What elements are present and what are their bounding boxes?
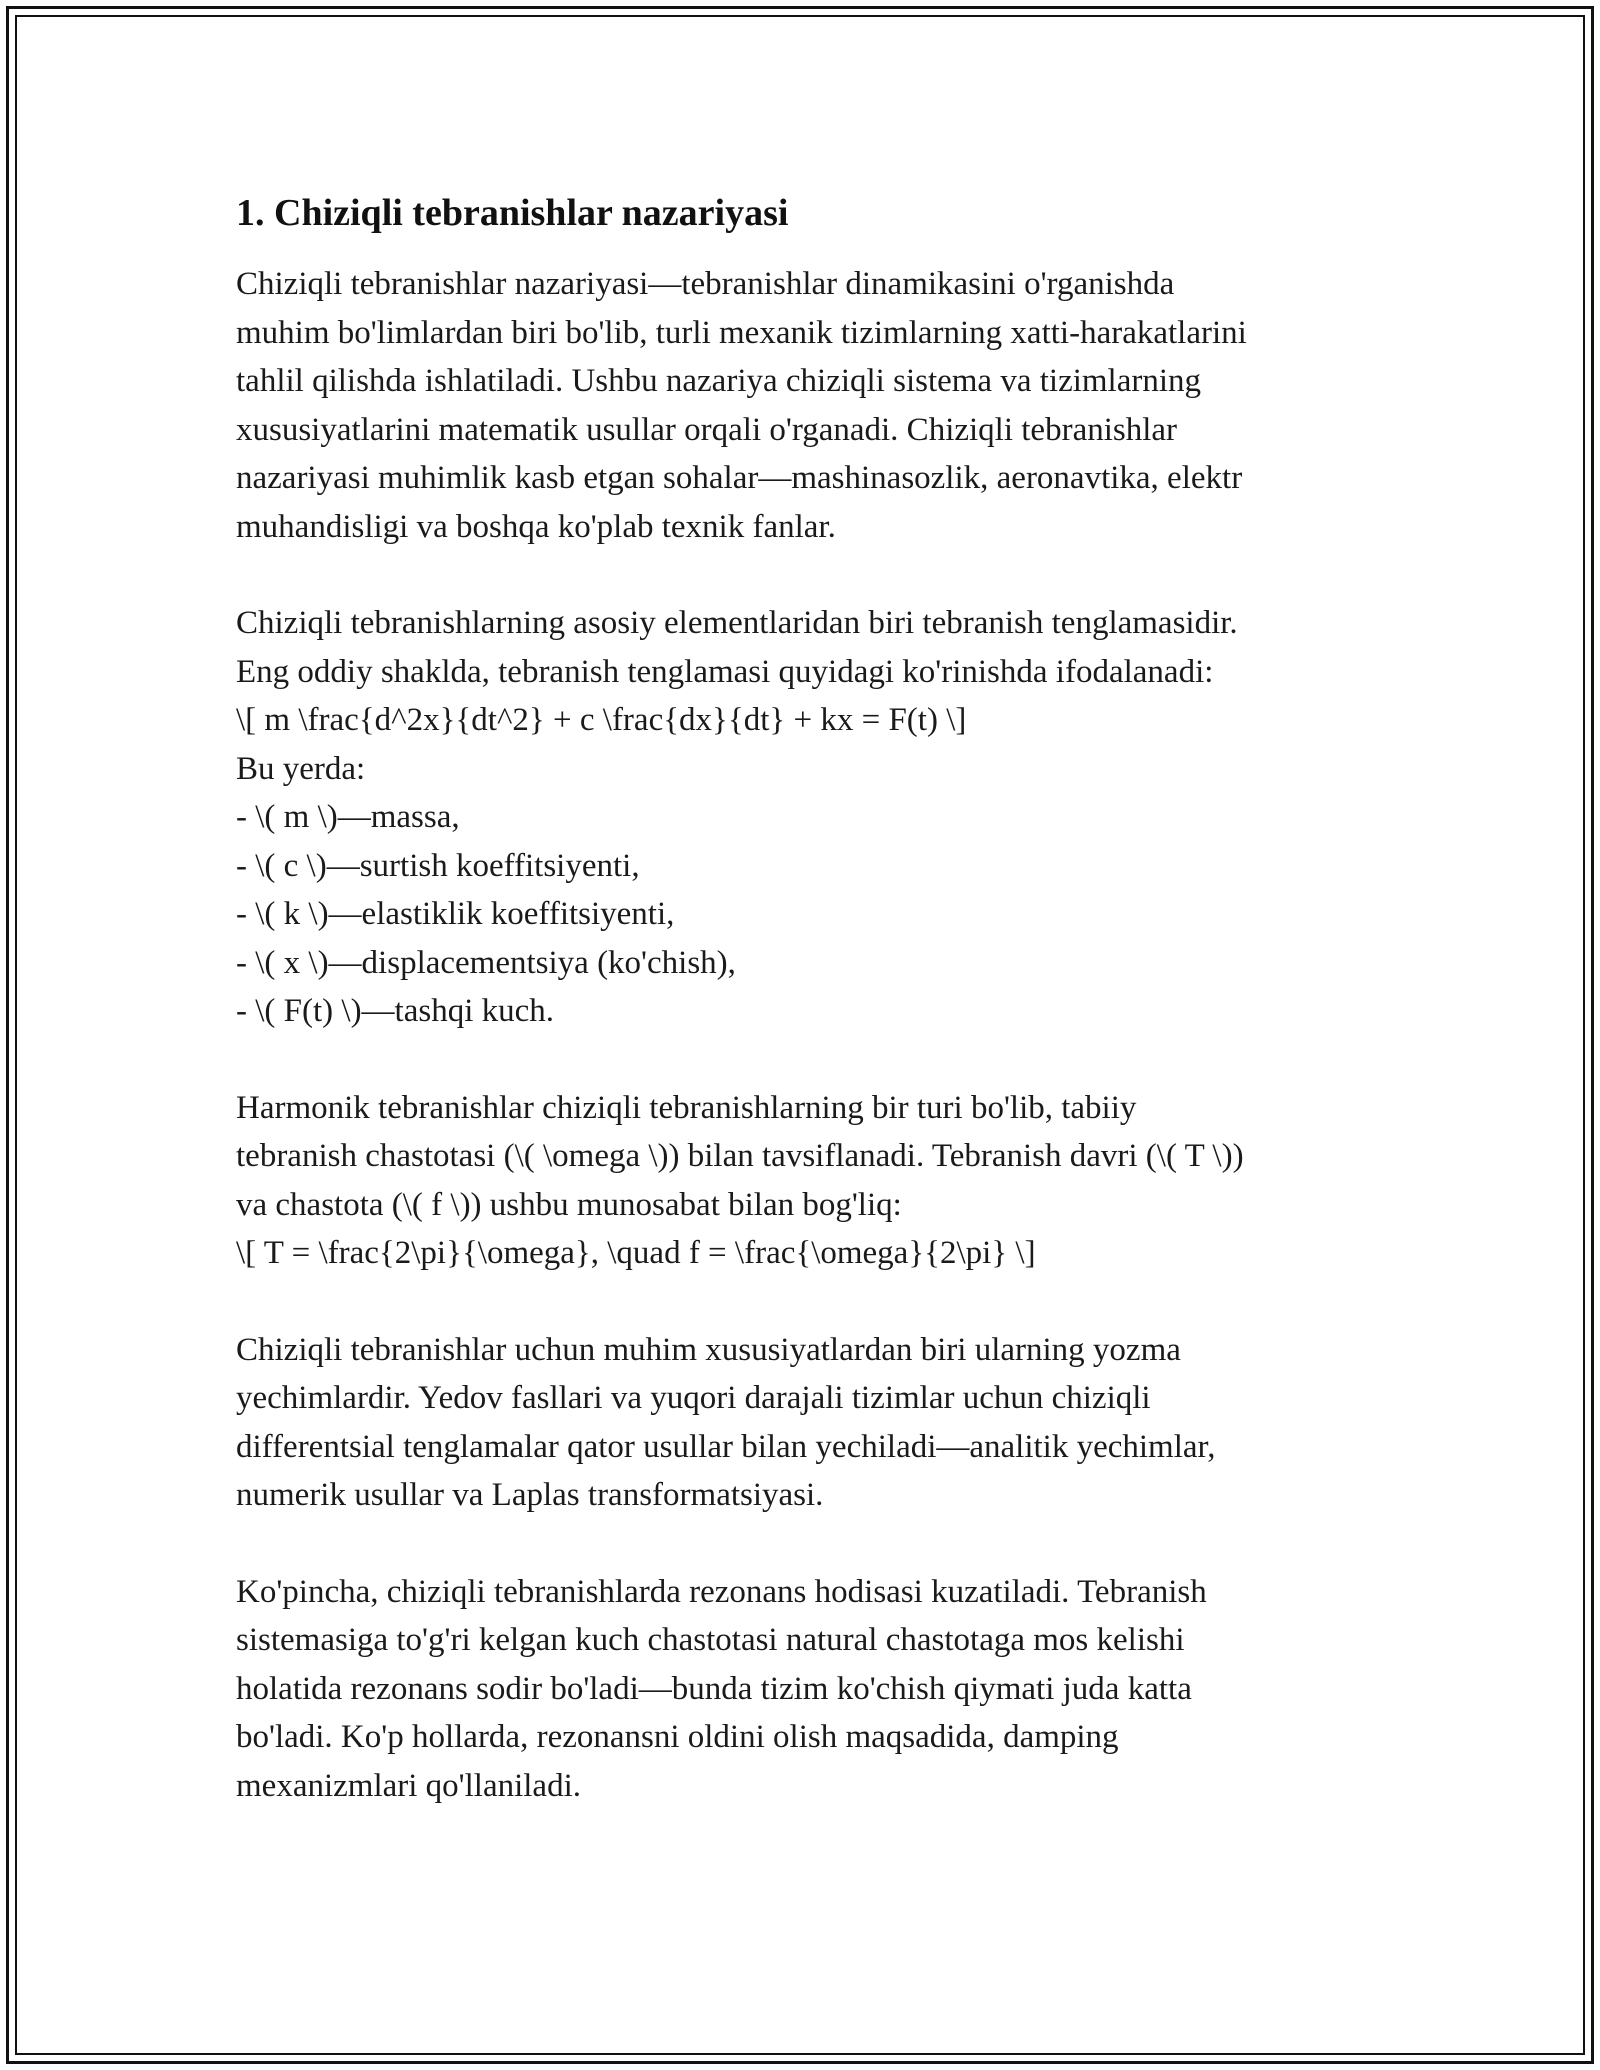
text-line: muhim bo'limlardan biri bo'lib, turli mexanik tizimlarning xatti-harakatlarini bbox=[236, 314, 1247, 351]
text-line: holatida rezonans sodir bo'ladi—bunda tizim ko'chish qiymati juda katta bbox=[236, 1670, 1192, 1707]
text-line: bo'ladi. Ko'p hollarda, rezonansni oldini olish maqsadida, damping bbox=[236, 1719, 1119, 1755]
text-line: sistemasiga to'g'ri kelgan kuch chastotasi natural chastotaga mos kelishi bbox=[236, 1622, 1185, 1658]
definition-list-item: - \( k \)—elastiklik koeffitsiyenti, bbox=[236, 896, 675, 932]
definition-list-item: - \( m \)—massa, bbox=[236, 799, 460, 835]
definition-list-item: - \( x \)—displacementsiya (ko'chish), bbox=[236, 944, 736, 981]
text-line: Bu yerda: bbox=[236, 750, 366, 787]
text-line: nazariyasi muhimlik kasb etgan sohalar—mashinasozlik, aeronavtika, elektr bbox=[236, 460, 1243, 496]
text-line: numerik usullar va Laplas transformatsiyasi. bbox=[236, 1477, 824, 1513]
text-line: xususiyatlarini matematik usullar orqali o'rganadi. Chiziqli tebranishlar bbox=[236, 411, 1178, 448]
paragraph-equation bbox=[236, 599, 1376, 1036]
text-line: Chiziqli tebranishlar nazariyasi—tebranishlar dinamikasini o'rganishda bbox=[236, 266, 1175, 302]
paragraph-intro bbox=[236, 260, 1376, 551]
text-line: muhandisligi va boshqa ko'plab texnik fanlar. bbox=[236, 508, 836, 545]
section-heading: 1. Chiziqli tebranishlar nazariyasi bbox=[236, 192, 789, 234]
definition-list-item: - \( F(t) \)—tashqi kuch. bbox=[236, 993, 555, 1029]
text-line: Chiziqli tebranishlar uchun muhim xususiyatlardan biri ularning yozma bbox=[236, 1331, 1181, 1368]
equation-line: \[ T = \frac{2\pi}{\omega}, \quad f = \frac{\omega}{2\pi} \] bbox=[236, 1235, 1036, 1271]
text-line: tahlil qilishda ishlatiladi. Ushbu nazariya chiziqli sistema va tizimlarning bbox=[236, 363, 1202, 399]
document-body bbox=[236, 186, 1376, 1858]
definition-list-item: - \( c \)—surtish koeffitsiyenti, bbox=[236, 847, 640, 884]
text-line: Chiziqli tebranishlarning asosiy elementlaridan biri tebranish tenglamasidir. bbox=[236, 605, 1238, 641]
text-line: Eng oddiy shaklda, tebranish tenglamasi quyidagi ko'rinishda ifodalanadi: bbox=[236, 653, 1214, 690]
text-line: Harmonik tebranishlar chiziqli tebranishlarning bir turi bo'lib, tabiiy bbox=[236, 1089, 1137, 1126]
paragraph-solutions bbox=[236, 1326, 1376, 1520]
text-line: differentsial tenglamalar qator usullar bilan yechiladi—analitik yechimlar, bbox=[236, 1428, 1216, 1465]
equation-line: \[ m \frac{d^2x}{dt^2} + c \frac{dx}{dt} + kx = F(t) \] bbox=[236, 702, 967, 738]
paragraph-harmonic bbox=[236, 1084, 1376, 1278]
text-line: Ko'pincha, chiziqli tebranishlarda rezonans hodisasi kuzatiladi. Tebranish bbox=[236, 1573, 1207, 1610]
text-line: va chastota (\( f \)) ushbu munosabat bilan bog'liq: bbox=[236, 1186, 902, 1223]
text-line: mexanizmlari qo'llaniladi. bbox=[236, 1767, 582, 1804]
paragraph-resonance bbox=[236, 1568, 1376, 1811]
text-line: yechimlardir. Yedov fasllari va yuqori darajali tizimlar uchun chiziqli bbox=[236, 1380, 1151, 1416]
text-line: tebranish chastotasi (\( \omega \)) bilan tavsiflanadi. Tebranish davri (\( T \)) bbox=[236, 1138, 1244, 1174]
